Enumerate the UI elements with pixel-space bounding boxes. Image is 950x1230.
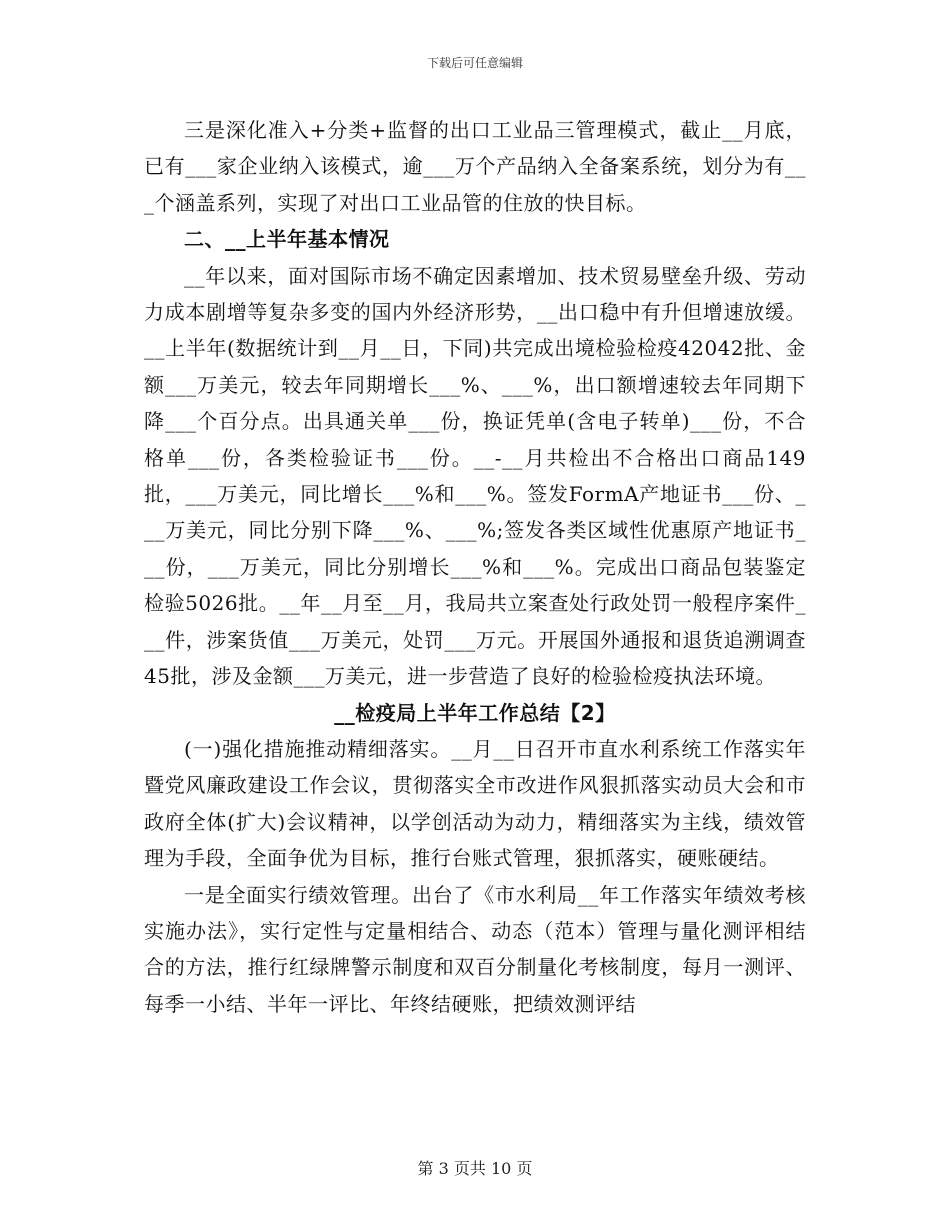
paragraph-basic-situation: __年以来，面对国际市场不确定因素增加、技术贸易壁垒升级、劳动力成本剧增等复杂多变的国内外经济形势，__出口稳中有升但增速放缓。__上半年(数据统计到__月__日，下同)共完成出境检验检疫42042批、金额___万美元，较去年同期增长___%、___%，出口额增速较去年同期下降___个百分点。出具通关单___份，换证凭单(含电子转单)___份，不合格单___份，各类检验证书___份。__-__月共检出不合格出口商品149批，___万美元，同比增长___%和___%。签发FormA产地证书___份、___万美元，同比分别下降___%、___%;签发各类区域性优惠原产地证书___份，___万美元，同比分别增长___%和___%。完成出口商品包装鉴定检验5026批。__年__月至__月，我局共立案查处行政处罚一般程序案件___件，涉案货值___万美元，处罚___万元。开展国外通报和退货追溯调查45批，涉及金额___万美元，进一步营造了良好的检验检疫执法环境。 xyxy=(144,263,806,689)
page-footer: 第 3 页共 10 页 xyxy=(417,1159,533,1178)
paragraph-performance-management: 一是全面实行绩效管理。出台了《市水利局__年工作落实年绩效考核实施办法》，实行定性与定量相结合、动态（范本）管理与量化测评相结合的方法，推行红绿牌警示制度和双百分制量化考核制度，每月一测评、每季一小结、半年一评比、年终结硬账，把绩效测评结 xyxy=(144,882,806,1016)
section-heading-basic-situation: 二、__上半年基本情况 xyxy=(184,227,390,252)
document-title-summary-2: __检疫局上半年工作总结【2】 xyxy=(334,700,616,725)
document-body xyxy=(144,112,806,1022)
page-header: 下载后可任意编辑 xyxy=(426,56,523,70)
paragraph-export-management: 三是深化准入+分类+监督的出口工业品三管理模式，截止__月底，已有___家企业纳入该模式，逾___万个产品纳入全备案系统，划分为有___个涵盖系列，实现了对出口工业品管的住放的快目标。 xyxy=(144,118,806,215)
paragraph-strengthen-measures: (一)强化措施推动精细落实。__月__日召开市直水利系统工作落实年暨党风廉政建设工作会议，贯彻落实全市改进作风狠抓落实动员大会和市政府全体(扩大)会议精神，以学创活动为动力，精细落实为主线，绩效管理为手段，全面争优为目标，推行台账式管理，狠抓落实，硬账硬结。 xyxy=(144,736,806,871)
